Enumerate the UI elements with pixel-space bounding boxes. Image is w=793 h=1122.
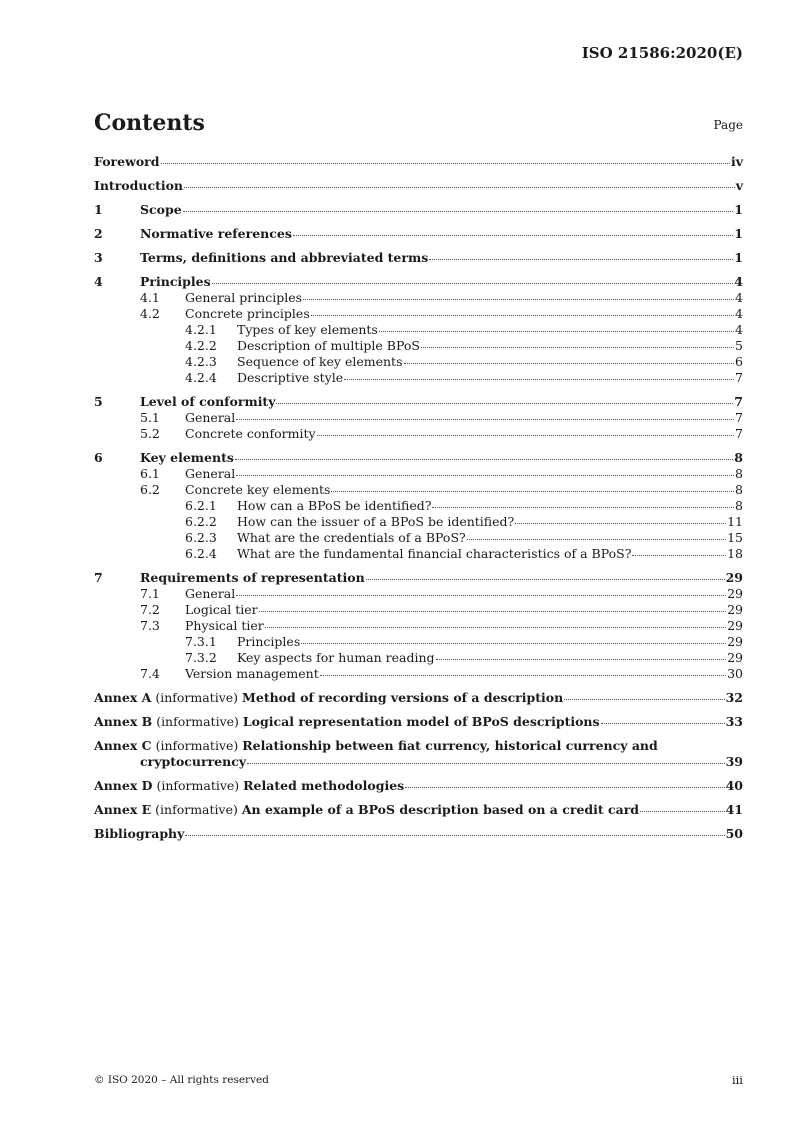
table-of-contents <box>94 154 743 842</box>
toc-entry-title: Concrete conformity <box>185 426 316 441</box>
toc-entry-title: General <box>185 410 236 425</box>
toc-entry-title: Descriptive style <box>237 370 344 385</box>
toc-entry-title: Foreword <box>94 154 160 169</box>
toc-entry-title: General <box>185 586 236 601</box>
annex-type: (informative) <box>155 802 238 817</box>
toc-entry-page: 50 <box>725 826 743 841</box>
toc-entry[interactable] <box>94 618 743 634</box>
toc-entry-page: 8 <box>735 482 743 497</box>
toc-entry-number: 7.4 <box>140 666 160 681</box>
dot-leader <box>311 315 734 316</box>
dot-leader <box>265 627 726 628</box>
toc-entry-page: 7 <box>735 410 743 425</box>
toc-entry-page: v <box>735 178 743 193</box>
toc-entry-page: 8 <box>735 466 743 481</box>
dot-leader <box>331 491 734 492</box>
contents-title: Contents <box>94 110 205 136</box>
toc-entry-page: 29 <box>725 570 743 585</box>
toc-entry-title: Physical tier <box>185 618 264 633</box>
toc-entry-number: 6.2.2 <box>185 514 217 529</box>
toc-entry[interactable] <box>94 250 743 266</box>
toc-entry-page: 1 <box>734 226 743 241</box>
toc-entry-page: 18 <box>727 546 743 561</box>
dot-leader <box>301 643 726 644</box>
toc-entry-page: 7 <box>735 370 743 385</box>
dot-leader <box>436 659 727 660</box>
toc-entry-number: 7.3.1 <box>185 634 217 649</box>
toc-entry[interactable] <box>94 426 743 442</box>
dot-leader <box>429 259 733 260</box>
dot-leader <box>212 283 734 284</box>
dot-leader <box>247 763 724 764</box>
dot-leader <box>276 403 733 404</box>
document-id: ISO 21586:2020(E) <box>581 44 743 62</box>
toc-entry-page: 39 <box>725 754 743 769</box>
toc-entry-page: 4 <box>735 290 743 305</box>
toc-entry[interactable] <box>94 354 743 370</box>
toc-annex-entry[interactable] <box>94 738 743 770</box>
toc-entry-title: How can the issuer of a BPoS be identified? <box>237 514 515 529</box>
dot-leader <box>235 459 733 460</box>
toc-entry-number: 4.2.3 <box>185 354 217 369</box>
dot-leader <box>303 299 734 300</box>
toc-entry-page: 30 <box>727 666 743 681</box>
toc-entry-page: 41 <box>725 802 743 817</box>
toc-entry-number: 4.2 <box>140 306 160 321</box>
toc-entry-page: 6 <box>735 354 743 369</box>
toc-entry[interactable] <box>94 634 743 650</box>
toc-entry[interactable] <box>94 570 743 586</box>
toc-entry[interactable] <box>94 370 743 386</box>
toc-entry-page: 33 <box>725 714 743 729</box>
toc-entry-page: 15 <box>727 530 743 545</box>
annex-heading-continuation <box>94 754 743 770</box>
dot-leader <box>320 675 726 676</box>
toc-entry[interactable] <box>94 530 743 546</box>
toc-entry[interactable] <box>94 450 743 466</box>
toc-entry-number: 7.3 <box>140 618 160 633</box>
toc-entry-number: 4.2.4 <box>185 370 217 385</box>
toc-entry[interactable] <box>94 410 743 426</box>
toc-entry[interactable] <box>94 202 743 218</box>
toc-annex-entry[interactable] <box>94 714 743 730</box>
dot-leader <box>184 187 735 188</box>
toc-entry-page: 11 <box>727 514 743 529</box>
annex-type: (informative) <box>155 738 239 753</box>
annex-heading-line <box>94 738 743 754</box>
toc-bibliography-entry[interactable] <box>94 826 743 842</box>
page-column-label: Page <box>713 118 743 132</box>
toc-entry-title: Types of key elements <box>237 322 378 337</box>
toc-entry-title: Level of conformity <box>140 394 276 409</box>
toc-entry-page: 29 <box>727 602 743 617</box>
annex-title: Related methodologies <box>243 778 405 793</box>
toc-entry-number: 7 <box>94 570 103 585</box>
dot-leader <box>432 507 734 508</box>
dot-leader <box>467 539 726 540</box>
toc-entry[interactable] <box>94 226 743 242</box>
annex-prefix: Annex A <box>94 690 152 705</box>
toc-entry-number: 4.1 <box>140 290 160 305</box>
dot-leader <box>564 699 724 700</box>
annex-title-continued: cryptocurrency <box>140 754 247 769</box>
annex-title: An example of a BPoS description based on a credit card <box>241 802 640 817</box>
toc-entry[interactable] <box>94 274 743 290</box>
toc-entry-title: What are the credentials of a BPoS? <box>237 530 466 545</box>
toc-entry[interactable] <box>94 514 743 530</box>
toc-entry-title: Version management <box>185 666 319 681</box>
toc-entry-page: iv <box>730 154 743 169</box>
toc-entry-page: 29 <box>727 650 743 665</box>
toc-entry-title: How can a BPoS be identified? <box>237 498 432 513</box>
toc-entry-title: Logical tier <box>185 602 258 617</box>
toc-entry-title: Key elements <box>140 450 234 465</box>
toc-entry[interactable] <box>94 546 743 562</box>
toc-entry-number: 4 <box>94 274 103 289</box>
toc-entry[interactable] <box>94 394 743 410</box>
annex-type: (informative) <box>156 778 240 793</box>
toc-entry-number: 7.2 <box>140 602 160 617</box>
dot-leader <box>183 211 734 212</box>
toc-entry-number: 7.3.2 <box>185 650 217 665</box>
toc-entry-title: Sequence of key elements <box>237 354 403 369</box>
toc-entry-page: 1 <box>734 202 743 217</box>
toc-entry-page: 29 <box>727 618 743 633</box>
toc-entry[interactable] <box>94 650 743 666</box>
toc-entry-number: 5.2 <box>140 426 160 441</box>
toc-annex-entry[interactable] <box>94 778 743 794</box>
toc-entry-number: 3 <box>94 250 103 265</box>
dot-leader <box>601 723 725 724</box>
dot-leader <box>379 331 734 332</box>
dot-leader <box>421 347 734 348</box>
dot-leader <box>404 363 735 364</box>
toc-entry-title: Introduction <box>94 178 184 193</box>
toc-entry-number: 6.1 <box>140 466 160 481</box>
toc-entry[interactable] <box>94 466 743 482</box>
toc-entry[interactable] <box>94 178 743 194</box>
page-number: iii <box>731 1073 743 1087</box>
toc-entry-page: 29 <box>727 634 743 649</box>
toc-entry-title: Principles <box>140 274 211 289</box>
dot-leader <box>236 595 726 596</box>
toc-entry-page: 5 <box>735 338 743 353</box>
toc-entry-number: 5.1 <box>140 410 160 425</box>
toc-entry-title: Normative references <box>140 226 292 241</box>
toc-entry[interactable] <box>94 586 743 602</box>
toc-entry-number: 6.2.4 <box>185 546 217 561</box>
toc-entry-number: 6.2.3 <box>185 530 217 545</box>
toc-entry-title: General <box>185 466 236 481</box>
dot-leader <box>236 475 734 476</box>
toc-entry-title: Description of multiple BPoS <box>237 338 420 353</box>
toc-entry[interactable] <box>94 602 743 618</box>
toc-entry[interactable] <box>94 498 743 514</box>
toc-entry[interactable] <box>94 322 743 338</box>
annex-prefix: Annex D <box>94 778 153 793</box>
toc-entry-page: 4 <box>735 306 743 321</box>
copyright-notice: © ISO 2020 – All rights reserved <box>94 1074 269 1086</box>
toc-entry-title: Scope <box>140 202 182 217</box>
toc-entry-page: 8 <box>734 450 743 465</box>
annex-prefix: Annex C <box>94 738 152 753</box>
toc-entry-page: 8 <box>735 498 743 513</box>
toc-entry-title: Principles <box>237 634 301 649</box>
dot-leader <box>632 555 726 556</box>
toc-entry-title: What are the fundamental financial characteristics of a BPoS? <box>237 546 632 561</box>
toc-entry-page: 40 <box>725 778 743 793</box>
toc-entry[interactable] <box>94 306 743 322</box>
toc-entry-title: General principles <box>185 290 303 305</box>
toc-entry-number: 4.2.2 <box>185 338 217 353</box>
annex-type: (informative) <box>156 714 239 729</box>
annex-title: Method of recording versions of a description <box>242 690 564 705</box>
toc-entry-page: 4 <box>734 274 743 289</box>
annex-prefix: Annex B <box>94 714 153 729</box>
toc-entry-number: 6.2.1 <box>185 498 217 513</box>
dot-leader <box>161 163 730 164</box>
toc-entry-page: 29 <box>727 586 743 601</box>
toc-entry-page: 32 <box>725 690 743 705</box>
toc-annex-entry[interactable] <box>94 802 743 818</box>
toc-entry-page: 7 <box>734 394 743 409</box>
dot-leader <box>640 811 725 812</box>
toc-entry-page: 4 <box>735 322 743 337</box>
dot-leader <box>366 579 725 580</box>
toc-entry-title: Key aspects for human reading <box>237 650 435 665</box>
dot-leader <box>259 611 726 612</box>
annex-title: Relationship between fiat currency, historical currency and <box>242 738 658 753</box>
toc-entry-number: 7.1 <box>140 586 160 601</box>
toc-entry-page: 7 <box>735 426 743 441</box>
bibliography-title: Bibliography <box>94 826 185 841</box>
annex-title: Logical representation model of BPoS descriptions <box>242 714 600 729</box>
dot-leader <box>293 235 733 236</box>
toc-entry-page: 1 <box>734 250 743 265</box>
toc-entry-number: 5 <box>94 394 103 409</box>
dot-leader <box>515 523 726 524</box>
toc-entry[interactable] <box>94 666 743 682</box>
toc-entry-title: Requirements of representation <box>140 570 365 585</box>
toc-entry-number: 4.2.1 <box>185 322 217 337</box>
toc-entry-number: 6 <box>94 450 103 465</box>
dot-leader <box>317 435 734 436</box>
toc-entry-title: Concrete principles <box>185 306 310 321</box>
toc-entry[interactable] <box>94 290 743 306</box>
toc-entry[interactable] <box>94 482 743 498</box>
dot-leader <box>236 419 734 420</box>
toc-entry-title: Concrete key elements <box>185 482 331 497</box>
toc-annex-entry[interactable] <box>94 690 743 706</box>
toc-entry[interactable] <box>94 338 743 354</box>
dot-leader <box>185 835 724 836</box>
toc-entry-number: 2 <box>94 226 103 241</box>
toc-entry-number: 1 <box>94 202 103 217</box>
toc-entry-title: Terms, definitions and abbreviated terms <box>140 250 429 265</box>
annex-prefix: Annex E <box>94 802 152 817</box>
toc-entry[interactable] <box>94 154 743 170</box>
toc-entry-number: 6.2 <box>140 482 160 497</box>
dot-leader <box>344 379 734 380</box>
annex-type: (informative) <box>155 690 239 705</box>
dot-leader <box>405 787 724 788</box>
